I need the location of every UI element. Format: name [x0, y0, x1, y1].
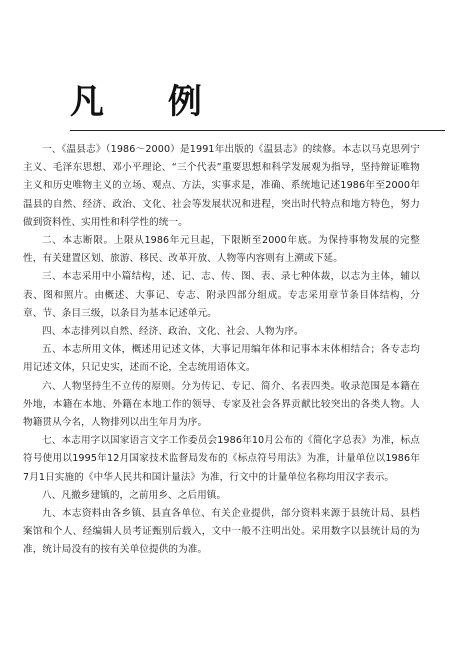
paragraph-1: 一、《温县志》（1986～2000）是1991年出版的《温县志》的续修。本志以马克思列宁主义、毛泽东思想、邓小平理论、“三个代表”重要思想和科学发展观为指导，坚持辩证唯物主义和历史唯物主义的立场、观点、方法，实事求是，准确、系统地记述1986年至2000年温县的自然、经济、政治、文化、社会等发展状况和进程，突出时代特点和地方特色，努力做到资料性、实用性和科学性的统一。 [23, 144, 420, 228]
paragraph-9: 九、本志资料由各乡镇、县直各单位、有关企业提供，部分资料来源于县统计局、县档案馆和个人、经编辑人员考证甄别后载入，文中一般不注明出处。采用数字以县统计局的为准，统计局没有的按有关单位提供的为准。 [23, 508, 420, 556]
document-body [23, 141, 420, 560]
paragraph-4: 四、本志排列以自然、经济、政治、文化、社会、人物为序。 [42, 326, 304, 338]
paragraph-5: 五、本志所用文体，概述用记述文体，大事记用编年体和记事本末体相结合；各专志均用记述文体，只记史实，述而不论，全志统用语体文。 [23, 344, 420, 374]
paragraph-2: 二、本志断限。上限从1986年元旦起，下限断至2000年底。为保持事物发展的完整性，有关建置区划、旅游、移民、改革开放、人物等内容则有上溯或下延。 [23, 235, 420, 265]
paragraph-3: 三、本志采用中小篇结构，述、记、志、传、图、表、录七种体裁，以志为主体，辅以表、图和照片。由概述、大事记、专志、附录四部分组成。专志采用章节条目体结构，分章、节、条目三级，以条目为基本记述单元。 [23, 271, 420, 319]
page-title: 凡 例 [70, 82, 228, 122]
paragraph-6: 六、人物坚持生不立传的原则。分为传记、专记、简介、名表四类。收录范围是本籍在外地，本籍在本地、外籍在本地工作的领导、专家及社会各界贡献比较突出的各类人物。人物籍贯从今名，人物排列以出生年月为序。 [23, 380, 420, 429]
title-divider [70, 130, 445, 131]
paragraph-8: 八、凡撤乡建镇的，之前用乡、之后用镇。 [42, 489, 227, 501]
paragraph-7: 七、本志用字以国家语言文字工作委员会1986年10月公布的《简化字总表》为准，标点符号使用以1995年12月国家技术监督局发布的《标点符号用法》为准，计量单位以1986年7月1日实施的《中华人民共和国计量法》为准，行文中的计量单位名称均用汉字表示。 [23, 435, 420, 483]
